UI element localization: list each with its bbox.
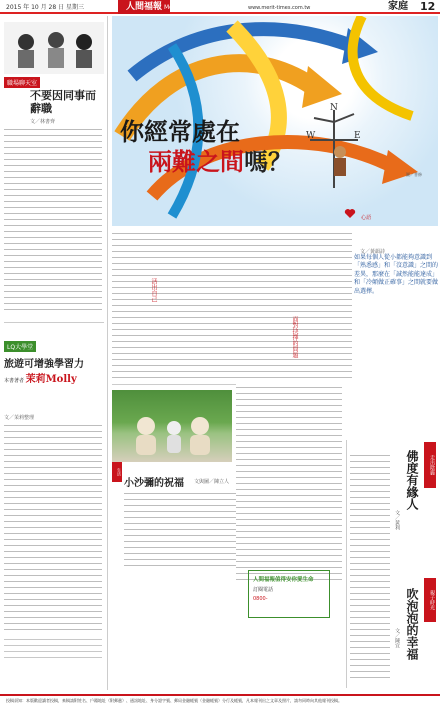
byline-name: 茉莉Molly xyxy=(25,374,77,385)
article-author-workplace: 文／林書齊 xyxy=(30,119,56,125)
article-title-travel: 旅遊可增強學習力 xyxy=(4,359,84,370)
hero-title-line1: 你經常處在 xyxy=(120,117,240,146)
section-name: 家庭 xyxy=(388,1,408,12)
site-url: www.merit-times.com.tw xyxy=(248,5,311,11)
main-article-body xyxy=(112,230,352,380)
heart-label xyxy=(344,204,384,221)
weathervane-illustration xyxy=(304,100,364,190)
subhead-live: 活出自己 xyxy=(150,278,157,302)
book-note xyxy=(4,636,102,660)
svg-text:N: N xyxy=(330,103,338,113)
subscription-title: 人間福報值得安你愛生命 xyxy=(253,577,314,583)
right-headline-2: 吹泡泡的幸福 xyxy=(405,588,419,660)
story-body xyxy=(124,490,242,570)
hero-title-line2 xyxy=(148,148,292,176)
right-author-2: 文／陳宜 xyxy=(394,628,400,648)
issue-date: 2015 年 10 月 28 日 星期三 xyxy=(6,4,84,11)
divider xyxy=(4,322,104,323)
heart-icon xyxy=(344,208,356,219)
story-author: 文與圖／陳立人 xyxy=(194,479,230,485)
subscription-phone: 0800- xyxy=(253,596,268,602)
submission-notice: 投稿須知：本版歡迎讀者投稿，來稿請附姓名、戶籍地址（附郵遞）、通訊地址、身分證字號、郵局金融帳號（金融帳號）分行及帳號，凡本報刊出之文章及照片，請勿同時向其他報刊投稿。 xyxy=(0,694,440,706)
right-article-body xyxy=(350,452,390,682)
book-byline xyxy=(4,370,77,385)
hero-title-tail: 嗎？ xyxy=(244,147,292,176)
kicker-workplace: 職場聊天室 xyxy=(4,77,40,88)
svg-text:E: E xyxy=(354,131,361,141)
article-title-workplace: 不要因同事而辭職 xyxy=(30,89,96,115)
story-title: 小沙彌的祝福 xyxy=(124,478,184,489)
article-author-travel: 文／茉莉整理 xyxy=(4,415,35,421)
hero-title-highlight: 兩難之間 xyxy=(148,147,244,176)
subhead-choice: 面對抉擇的問題 xyxy=(291,316,298,358)
cartoon-illustration xyxy=(4,22,104,74)
photo-tag: 生活 xyxy=(112,462,122,482)
subscription-label: 訂閱電話 xyxy=(253,587,274,593)
page-header xyxy=(0,0,440,14)
right-tag-1: 走出陰霾 xyxy=(424,442,436,488)
article-body-workplace xyxy=(4,126,102,314)
monk-statues-icon xyxy=(112,390,232,462)
byline-prefix: 本書著者 xyxy=(4,378,25,384)
article-body-travel xyxy=(4,422,102,632)
right-author-1: 文／黃利 xyxy=(394,510,400,530)
novice-monk-photo xyxy=(112,390,232,462)
weathervane-icon xyxy=(304,100,364,190)
right-headline-1: 佛度有緣人 xyxy=(405,450,419,510)
brand-english: Merit Times xyxy=(164,4,200,11)
svg-text:W: W xyxy=(306,131,316,141)
office-cartoon-icon xyxy=(4,22,104,74)
quote-author: 文／黃韻詩 xyxy=(360,249,386,255)
side-article-body xyxy=(236,384,342,584)
heart-label-text: 心語 xyxy=(361,215,372,221)
pull-quote: 如果每個人從小都能夠意識到「熟悉感」和「沒意識」之間的差異，那麼在「誠然能能達成」和「冷顛做正確事」之間就要做出選擇。 xyxy=(354,254,439,295)
subscription-box xyxy=(248,570,330,618)
hero-credit: 圖／普修 xyxy=(406,172,422,177)
kicker-lq: LQ大學堂 xyxy=(4,341,36,352)
right-tag-2: 親子時光 xyxy=(424,578,436,622)
brand-logo: 人間福報 xyxy=(118,0,170,14)
page-number: 12 xyxy=(420,0,436,13)
